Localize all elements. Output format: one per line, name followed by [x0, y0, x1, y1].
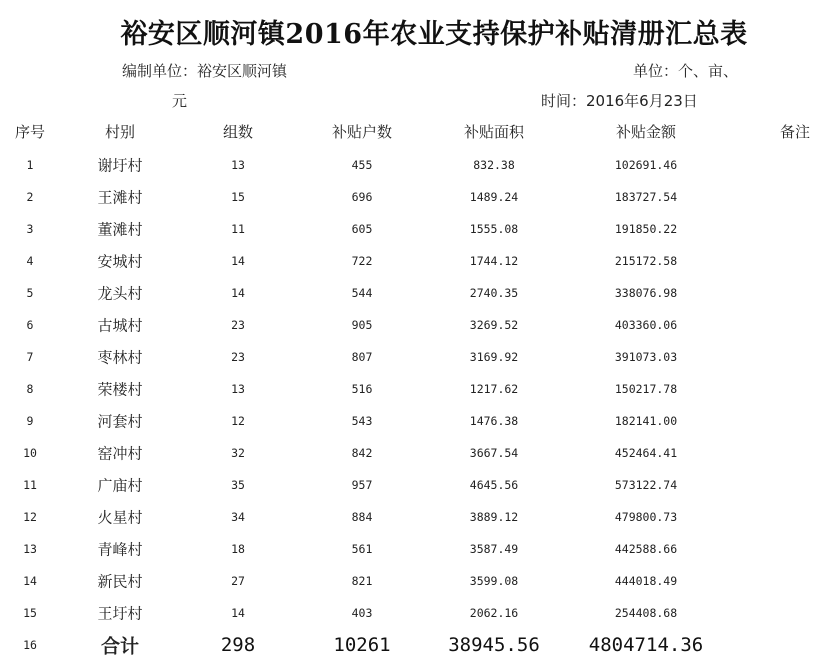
cell-seq: 1 — [26, 158, 34, 172]
column-header-households: 补贴户数 — [331, 123, 393, 141]
cell-area: 3667.54 — [469, 446, 519, 460]
cell-village: 广庙村 — [97, 476, 143, 495]
cell-seq: 15 — [23, 606, 37, 620]
cell-village: 古城村 — [97, 316, 143, 335]
cell-amount: 391073.03 — [614, 350, 678, 364]
cell-groups: 13 — [231, 382, 245, 396]
cell-seq: 9 — [26, 414, 34, 428]
cell-seq: 7 — [26, 350, 34, 364]
table-row — [0, 437, 834, 469]
cell-groups: 13 — [231, 158, 245, 172]
cell-households: 543 — [351, 414, 373, 428]
column-header-seq: 序号 — [14, 123, 46, 141]
table-row — [0, 309, 834, 341]
cell-groups: 14 — [231, 606, 245, 620]
cell-amount: 573122.74 — [614, 478, 678, 492]
cell-area: 2062.16 — [469, 606, 519, 620]
cell-area: 1489.24 — [469, 190, 519, 204]
cell-amount: 191850.22 — [614, 222, 678, 236]
date-label: 时间：2016年6月23日 — [541, 92, 698, 110]
table-row — [0, 373, 834, 405]
cell-area: 3169.92 — [469, 350, 519, 364]
cell-amount: 254408.68 — [614, 606, 678, 620]
cell-seq: 16 — [23, 638, 37, 652]
cell-area: 1476.38 — [469, 414, 519, 428]
cell-households: 696 — [351, 190, 373, 204]
cell-groups: 32 — [231, 446, 245, 460]
cell-village: 新民村 — [97, 572, 143, 591]
cell-amount: 452464.41 — [614, 446, 678, 460]
cell-seq: 10 — [23, 446, 37, 460]
cell-seq: 14 — [23, 574, 37, 588]
cell-area: 3889.12 — [469, 510, 519, 524]
cell-area: 832.38 — [473, 158, 515, 172]
cell-groups: 12 — [231, 414, 245, 428]
cell-households: 561 — [351, 542, 373, 556]
cell-amount: 150217.78 — [614, 382, 678, 396]
cell-total-households: 10261 — [333, 634, 391, 656]
cell-total-area: 38945.56 — [448, 634, 540, 656]
cell-village: 火星村 — [97, 508, 143, 527]
cell-amount: 183727.54 — [614, 190, 678, 204]
cell-seq: 5 — [26, 286, 34, 300]
cell-groups: 11 — [231, 222, 245, 236]
cell-amount: 102691.46 — [614, 158, 678, 172]
cell-seq: 13 — [23, 542, 37, 556]
column-header-note: 备注 — [779, 123, 811, 141]
cell-village: 谢圩村 — [97, 156, 143, 175]
cell-village: 王滩村 — [97, 188, 143, 207]
cell-households: 605 — [351, 222, 373, 236]
cell-households: 722 — [351, 254, 373, 268]
cell-groups: 14 — [231, 254, 245, 268]
table-row — [0, 405, 834, 437]
cell-amount: 338076.98 — [614, 286, 678, 300]
cell-households: 516 — [351, 382, 373, 396]
cell-area: 4645.56 — [469, 478, 519, 492]
page-title: 裕安区顺河镇2016年农业支持保护补贴清册汇总表 — [120, 19, 748, 50]
cell-households: 544 — [351, 286, 373, 300]
unit-label: 单位：个、亩、 — [633, 62, 739, 80]
cell-groups: 14 — [231, 286, 245, 300]
cell-village: 窑冲村 — [97, 444, 143, 463]
cell-total-groups: 298 — [220, 634, 256, 656]
cell-groups: 23 — [231, 318, 245, 332]
cell-households: 905 — [351, 318, 373, 332]
table-row — [0, 181, 834, 213]
cell-amount: 403360.06 — [614, 318, 678, 332]
cell-households: 884 — [351, 510, 373, 524]
cell-seq: 4 — [26, 254, 34, 268]
cell-households: 455 — [351, 158, 373, 172]
cell-area: 3269.52 — [469, 318, 519, 332]
table-row — [0, 565, 834, 597]
cell-groups: 23 — [231, 350, 245, 364]
cell-area: 1555.08 — [469, 222, 519, 236]
cell-households: 842 — [351, 446, 373, 460]
cell-amount: 444018.49 — [614, 574, 678, 588]
column-header-village: 村别 — [104, 123, 136, 141]
cell-seq: 8 — [26, 382, 34, 396]
compiling-unit: 编制单位：裕安区顺河镇 — [122, 62, 288, 80]
cell-area: 3599.08 — [469, 574, 519, 588]
cell-households: 403 — [351, 606, 373, 620]
table-row — [0, 341, 834, 373]
cell-households: 957 — [351, 478, 373, 492]
cell-seq: 11 — [23, 478, 37, 492]
table-row — [0, 501, 834, 533]
cell-total-label: 合计 — [100, 635, 140, 658]
column-header-groups: 组数 — [222, 123, 254, 141]
table-row — [0, 213, 834, 245]
cell-village: 枣林村 — [97, 348, 143, 367]
cell-amount: 215172.58 — [614, 254, 678, 268]
cell-area: 1217.62 — [469, 382, 519, 396]
unit-label-continued: 元 — [172, 92, 188, 110]
cell-village: 荣楼村 — [97, 380, 143, 399]
cell-village: 王圩村 — [97, 604, 143, 623]
cell-groups: 34 — [231, 510, 245, 524]
table-row — [0, 469, 834, 501]
cell-seq: 3 — [26, 222, 34, 236]
cell-area: 3587.49 — [469, 542, 519, 556]
cell-village: 龙头村 — [97, 284, 143, 303]
cell-amount: 182141.00 — [614, 414, 678, 428]
cell-groups: 18 — [231, 542, 245, 556]
cell-seq: 2 — [26, 190, 34, 204]
table-row — [0, 245, 834, 277]
cell-groups: 27 — [231, 574, 245, 588]
cell-village: 青峰村 — [97, 540, 143, 559]
cell-area: 1744.12 — [469, 254, 519, 268]
cell-village: 安城村 — [97, 252, 143, 271]
cell-village: 董滩村 — [97, 220, 143, 239]
cell-amount: 479800.73 — [614, 510, 678, 524]
cell-households: 807 — [351, 350, 373, 364]
table-row — [0, 149, 834, 181]
cell-groups: 15 — [231, 190, 245, 204]
cell-village: 河套村 — [97, 412, 143, 431]
cell-seq: 6 — [26, 318, 34, 332]
cell-amount: 442588.66 — [614, 542, 678, 556]
column-header-area: 补贴面积 — [463, 123, 525, 141]
table-row — [0, 277, 834, 309]
table-row-total — [0, 629, 834, 661]
cell-households: 821 — [351, 574, 373, 588]
table-row — [0, 533, 834, 565]
cell-area: 2740.35 — [469, 286, 519, 300]
cell-total-amount: 4804714.36 — [588, 634, 704, 656]
table-row — [0, 597, 834, 629]
column-header-amount: 补贴金额 — [615, 123, 677, 141]
cell-groups: 35 — [231, 478, 245, 492]
cell-seq: 12 — [23, 510, 37, 524]
